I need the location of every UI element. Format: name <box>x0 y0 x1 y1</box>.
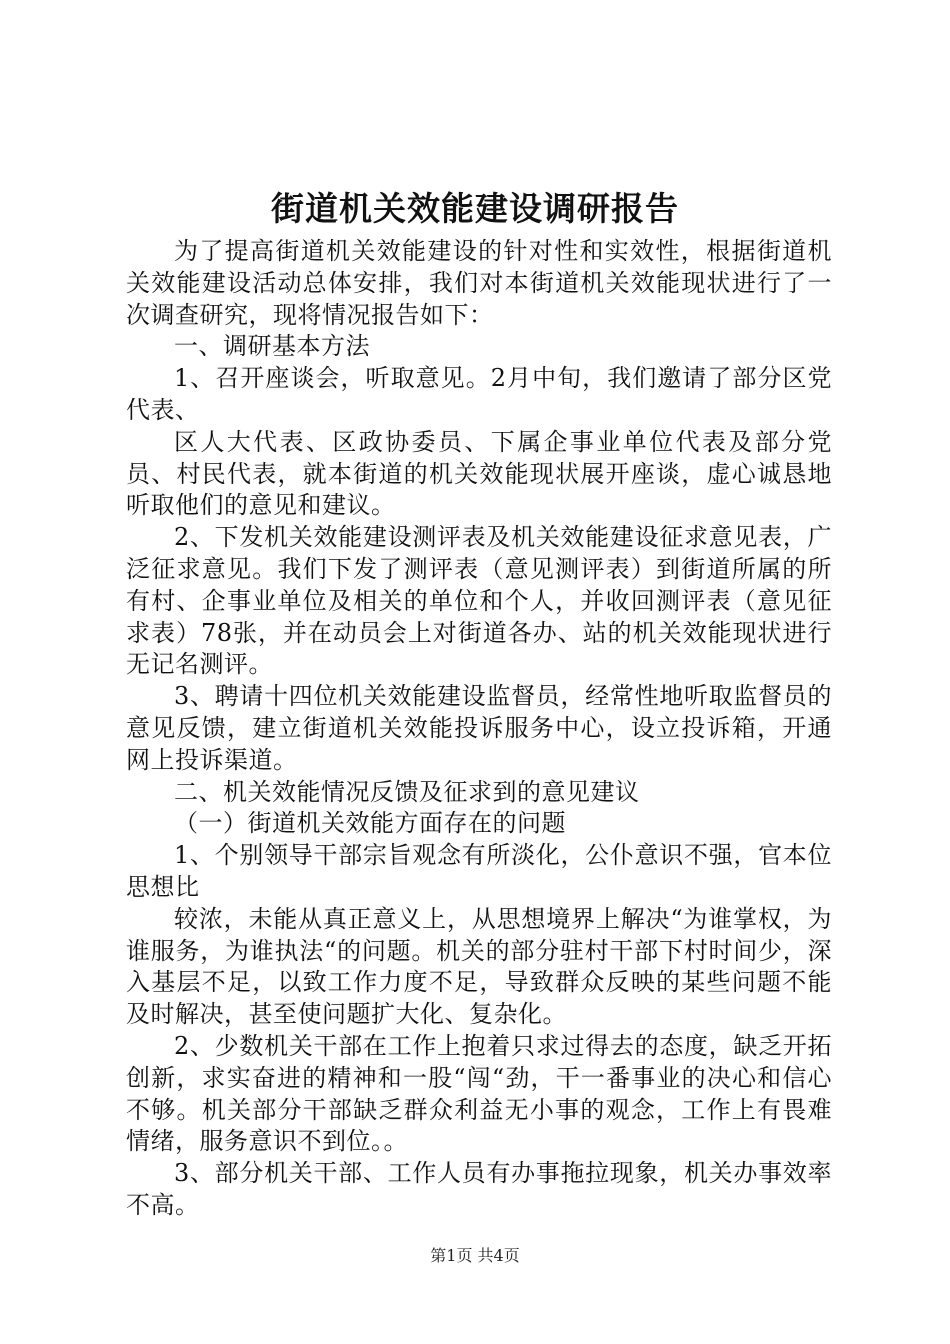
paragraph-intro: 为了提高街道机关效能建设的针对性和实效性，根据街道机关效能建设活动总体安排，我们对本街道机关效能现状进行了一次调查研究，现将情况报告如下： <box>126 237 832 329</box>
paragraph-problem-1-cont: 较浓，未能从真正意义上，从思想境界上解决“为谁掌权，为谁服务，为谁执法“的问题。机关的部分驻村干部下村时间少，深入基层不足，以致工作力度不足，导致群众反映的某些问题不能及时解决，甚至使问题扩大化、复杂化。 <box>126 904 832 1029</box>
document-body <box>126 236 832 1222</box>
page-footer: 第1页 共4页 <box>430 1246 520 1265</box>
section-heading-feedback: 二、机关效能情况反馈及征求到的意见建议 <box>174 777 640 806</box>
paragraph-method-1: 1、召开座谈会，听取意见。2月中旬，我们邀请了部分区党代表、 <box>126 364 832 424</box>
paragraph-method-3: 3、聘请十四位机关效能建设监督员，经常性地听取监督员的意见反馈，建立街道机关效能投诉服务中心，设立投诉箱，开通网上投诉渠道。 <box>126 682 832 774</box>
paragraph-problem-1: 1、个别领导干部宗旨观念有所淡化，公仆意识不强，官本位思想比 <box>126 841 832 901</box>
paragraph-method-2: 2、下发机关效能建设测评表及机关效能建设征求意见表，广泛征求意见。我们下发了测评表（意见测评表）到街道所属的所有村、企事业单位及相关的单位和个人，并收回测评表（意见征求表）78张，并在动员会上对街道各办、站的机关效能现状进行无记名测评。 <box>126 523 832 679</box>
section-heading-methods: 一、调研基本方法 <box>174 332 370 361</box>
paragraph-problem-3: 3、部分机关干部、工作人员有办事拖拉现象，机关办事效率不高。 <box>126 1159 832 1219</box>
subsection-heading-problems: （一）街道机关效能方面存在的问题 <box>174 809 566 838</box>
paragraph-problem-2: 2、少数机关干部在工作上抱着只求过得去的态度，缺乏开拓创新，求实奋进的精神和一股“闯“劲，干一番事业的决心和信心不够。机关部分干部缺乏群众利益无小事的观念，工作上有畏难情绪，服务意识不到位。。 <box>126 1031 832 1156</box>
paragraph-method-1-cont: 区人大代表、区政协委员、下属企事业单位代表及部分党员、村民代表，就本街道的机关效能现状展开座谈，虚心诚恳地听取他们的意见和建议。 <box>126 427 832 520</box>
document-title: 街道机关效能建设调研报告 <box>271 189 679 228</box>
